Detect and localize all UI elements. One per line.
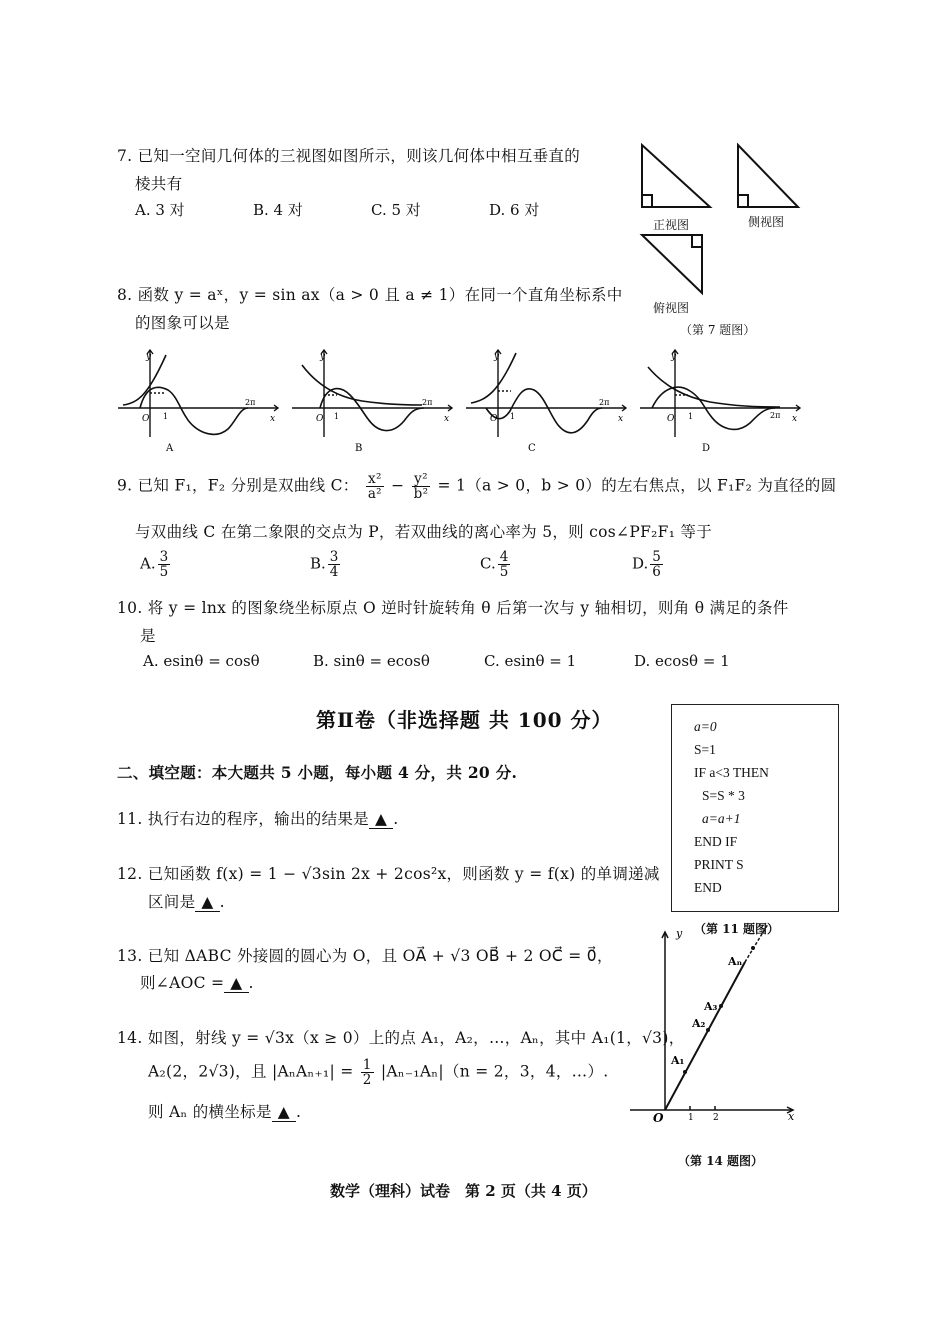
graph-a-x: x (270, 414, 276, 424)
q7-figure-caption: （第 7 题图） (680, 323, 756, 337)
q10-option-a: A. esinθ = cosθ (143, 652, 260, 670)
graph-c-label: C (528, 443, 536, 454)
part2-title: 第Ⅱ卷（非选择题 共 100 分） (316, 708, 613, 732)
q9-pre: 9. 已知 F₁，F₂ 分别是双曲线 C： (117, 476, 359, 495)
q9-minus: − (391, 476, 405, 495)
graph-b-one: 1 (334, 412, 340, 421)
q14-origin: O (653, 1111, 664, 1125)
q14-label-a1: A₁ (671, 1054, 685, 1067)
section2-heading: 二、填空题：本大题共 5 小题，每小题 4 分，共 20 分. (117, 763, 518, 782)
program-line-3: IF a<3 THEN (694, 765, 769, 780)
q14-line2: A₂(2，2√3)，且 |AₙAₙ₊₁| = $\frac{1}{2}$ |Aₙ₋₁Aₙ|（n = 2，3，4，…）. (148, 1057, 609, 1089)
q12-line2: 区间是 ▲ . (148, 893, 225, 911)
q14-label-a3: A₃ (704, 1000, 718, 1013)
q7-option-a: A. 3 对 (135, 201, 185, 219)
q9-post: = 1（a > 0，b > 0）的左右焦点，以 F₁F₂ 为直径的圆 (437, 476, 837, 495)
graph-b-y: y (320, 352, 326, 362)
q8-graph-a (118, 345, 288, 454)
q9-option-a: A. $\frac{3}{5}$ (140, 549, 169, 581)
q9-option-c: C. $\frac{4}{5}$ (480, 549, 509, 581)
q9-line1 (117, 472, 836, 501)
program-line-1: a=0 (694, 719, 717, 734)
q10-option-c: C. esinθ = 1 (484, 652, 577, 670)
front-view-label: 正视图 (653, 218, 690, 232)
graph-b-x: x (444, 414, 450, 424)
graph-d-twopi: 2π (770, 411, 781, 420)
graph-c-origin: O (490, 414, 498, 424)
q8-line2: 的图象可以是 (135, 314, 230, 332)
q8-line1: 8. 函数 y = aˣ，y = sin ax（a > 0 且 a ≠ 1）在同一个直角坐标系中 (117, 286, 623, 304)
q9-frac-y: $\frac{\text{y²}}{\text{b²}}$ (413, 471, 429, 503)
q11-answer-blank[interactable]: ▲ (369, 810, 393, 829)
q14-line1: 14. 如图，射线 y = √3x（x ≥ 0）上的点 A₁，A₂，…，Aₙ，其中 A₁(1，√3)， (117, 1029, 685, 1047)
graph-d-label: D (702, 443, 711, 454)
q14-tick-1: 1 (688, 1113, 694, 1123)
q12-answer-blank[interactable]: ▲ (195, 893, 219, 912)
top-view-label: 俯视图 (653, 301, 690, 315)
q14-half: $\frac{1}{2}$ (362, 1057, 372, 1089)
graph-a-twopi: 2π (245, 398, 256, 407)
q11-text: 11. 执行右边的程序，输出的结果是 ▲ . (117, 810, 399, 828)
q14-tick-2: 2 (713, 1113, 719, 1123)
graph-d-y: y (671, 352, 677, 362)
q13-line2: 则∠AOC = ▲ . (140, 974, 254, 992)
q9-line2: 与双曲线 C 在第二象限的交点为 P，若双曲线的离心率为 5，则 cos∠PF₂F₁ 等于 (135, 523, 713, 541)
page-footer: 数学（理科）试卷 第 2 页（共 4 页） (330, 1182, 597, 1200)
q9-option-d: D. $\frac{5}{6}$ (632, 549, 661, 581)
q10-line2: 是 (140, 627, 156, 645)
q13-line1: 13. 已知 ΔABC 外接圆的圆心为 O，且 OA⃗ + √3 OB⃗ + 2 OC⃗ = 0⃗， (117, 947, 613, 965)
graph-d-origin: O (667, 414, 675, 424)
graph-b-twopi: 2π (422, 398, 433, 407)
program-line-7: PRINT S (694, 857, 744, 872)
graph-c-twopi: 2π (599, 398, 610, 407)
program-line-4: S=S * 3 (702, 788, 745, 803)
program-line-6: END IF (694, 834, 738, 849)
q10-option-b: B. sinθ = ecosθ (313, 652, 430, 670)
q11-figure-caption: （第 11 题图） (694, 922, 780, 936)
program-box (671, 704, 839, 912)
q9-option-b: B. $\frac{3}{4}$ (310, 549, 339, 581)
q14-x-label: x (788, 1110, 795, 1123)
q7-line1: 7. 已知一空间几何体的三视图如图所示，则该几何体中相互垂直的 (117, 147, 581, 165)
graph-a-label: A (166, 443, 174, 454)
q8-graph-c (466, 345, 636, 454)
q12-line1: 12. 已知函数 f(x) = 1 − √3sin 2x + 2cos²x，则函数 y = f(x) 的单调递减 (117, 865, 660, 883)
q13-answer-blank[interactable]: ▲ (224, 974, 248, 993)
graph-b-label: B (355, 443, 363, 454)
q14-answer-blank[interactable]: ▲ (272, 1103, 296, 1122)
graph-d-x: x (792, 414, 798, 424)
graph-c-y: y (494, 352, 500, 362)
graph-d-one: 1 (688, 412, 694, 421)
program-line-8: END (694, 880, 722, 895)
graph-a-y: y (146, 352, 152, 362)
q14-label-an: Aₙ (728, 955, 743, 968)
q7-line2: 棱共有 (135, 175, 183, 193)
q14-y-label: y (676, 927, 683, 940)
graph-c-one: 1 (510, 412, 516, 421)
top-view-triangle (642, 235, 702, 293)
q14-label-a2: A₂ (692, 1017, 706, 1030)
q9-frac-x: $\frac{\text{x²}}{\text{a²}}$ (367, 471, 382, 503)
q8-graph-b (292, 345, 462, 454)
program-line-2: S=1 (694, 742, 716, 757)
q14-figure-caption: （第 14 题图） (678, 1154, 764, 1168)
graph-a-one: 1 (163, 412, 169, 421)
q7-option-d: D. 6 对 (489, 201, 540, 219)
side-view-label: 侧视图 (748, 215, 785, 229)
q7-option-c: C. 5 对 (371, 201, 421, 219)
side-view-triangle (738, 145, 798, 207)
q7-option-b: B. 4 对 (253, 201, 303, 219)
q14-line3: 则 Aₙ 的横坐标是 ▲ . (148, 1103, 302, 1121)
q10-option-d: D. ecosθ = 1 (634, 652, 730, 670)
graph-a-origin: O (142, 414, 150, 424)
q8-graph-d (640, 345, 810, 454)
front-view-triangle (642, 145, 710, 207)
q10-line1: 10. 将 y = lnx 的图象绕坐标原点 O 逆时针旋转角 θ 后第一次与 y 轴相切，则角 θ 满足的条件 (117, 599, 789, 617)
program-line-5: a=a+1 (702, 811, 741, 826)
graph-c-x: x (618, 414, 624, 424)
graph-b-origin: O (316, 414, 324, 424)
